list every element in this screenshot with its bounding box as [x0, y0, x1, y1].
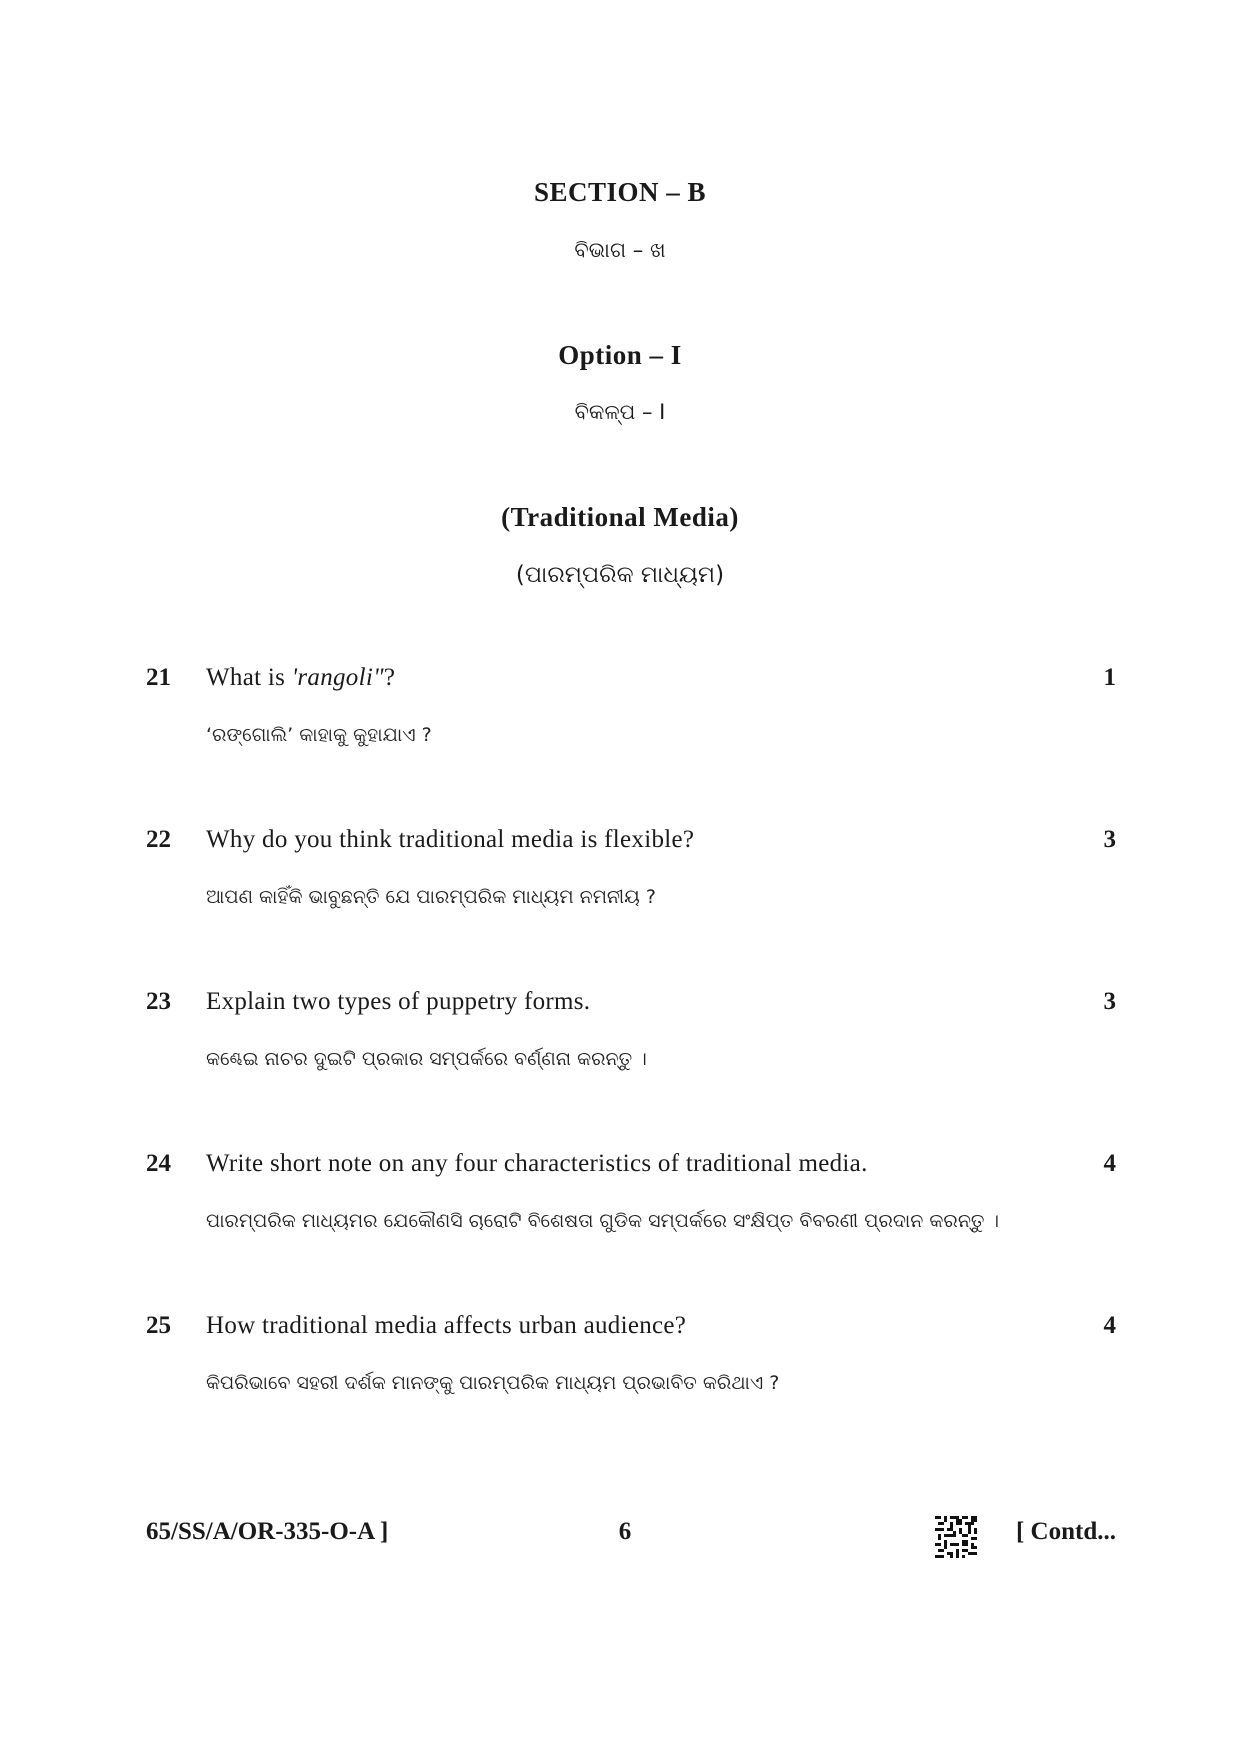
question-number: 21	[146, 664, 171, 691]
question-marks: 3	[1103, 826, 1116, 853]
question-text: Explain two types of puppetry forms.	[206, 988, 591, 1015]
question-text: How traditional media affects urban audience?	[206, 1312, 687, 1339]
question-number: 25	[146, 1312, 171, 1339]
question-marks: 4	[1103, 1150, 1116, 1177]
question-number: 23	[146, 988, 171, 1015]
topic-title: (Traditional Media)	[501, 502, 739, 532]
question-marks: 4	[1103, 1312, 1116, 1339]
question-text-odia: ଆପଣ କାହିଁକି ଭାବୁଛନ୍ତି ଯେ ପାରମ୍ପରିକ ମାଧ୍ୟମ ନମନୀୟ ?	[206, 886, 656, 908]
question-number: 22	[146, 826, 171, 853]
question-text-odia: ‘ରଙ୍ଗୋଲି’ କାହାକୁ କୁହାଯାଏ ?	[206, 724, 432, 746]
question-text-odia: କଣ୍ଢେଇ ନାଚର ଦୁଇଟି ପ୍ରକାର ସମ୍ପର୍କରେ ବର୍ଣ୍ଣନା କରନ୍ତୁ ।	[206, 1048, 647, 1070]
question-text	[206, 664, 395, 692]
question-text-part: What is	[206, 664, 292, 691]
question-term: 'rangoli"	[291, 664, 384, 691]
question-text-odia: କିପରିଭାବେ ସହରୀ ଦର୍ଶକ ମାନଙ୍କୁ ପାରମ୍ପରିକ ମାଧ୍ୟମ ପ୍ରଭାବିତ କରିଥାଏ ?	[206, 1372, 780, 1394]
question-text: Write short note on any four characteristics of traditional media.	[206, 1150, 868, 1177]
option-title: Option – I	[558, 340, 682, 370]
option-title-odia: ବିକଳ୍ପ – I	[574, 400, 666, 424]
continued-label: [ Contd...	[1015, 1518, 1116, 1545]
paper-code: 65/SS/A/OR-335-O-A ]	[146, 1518, 389, 1545]
topic-title-odia: (ପାରମ୍ପରିକ ମାଧ୍ୟମ)	[515, 562, 725, 588]
section-title: SECTION – B	[533, 177, 707, 207]
question-text-part: ?	[383, 664, 396, 691]
qr-code-icon	[935, 1516, 977, 1558]
question-marks: 3	[1103, 988, 1116, 1015]
question-text-odia: ପାରମ୍ପରିକ ମାଧ୍ୟମର ଯେକୌଣସି ଚାରୋଟି ବିଶେଷତା ଗୁଡିକ ସମ୍ପର୍କରେ ସଂକ୍ଷିପ୍ତ ବିବରଣୀ ପ୍ରଦାନ କରନ୍ତୁ ।	[206, 1210, 1000, 1232]
page-number: 6	[618, 1518, 632, 1545]
question-number: 24	[146, 1150, 171, 1177]
question-marks: 1	[1103, 664, 1116, 691]
section-title-odia: ବିଭାଗ – ଖ	[574, 238, 666, 262]
question-text: Why do you think traditional media is flexible?	[206, 826, 695, 853]
